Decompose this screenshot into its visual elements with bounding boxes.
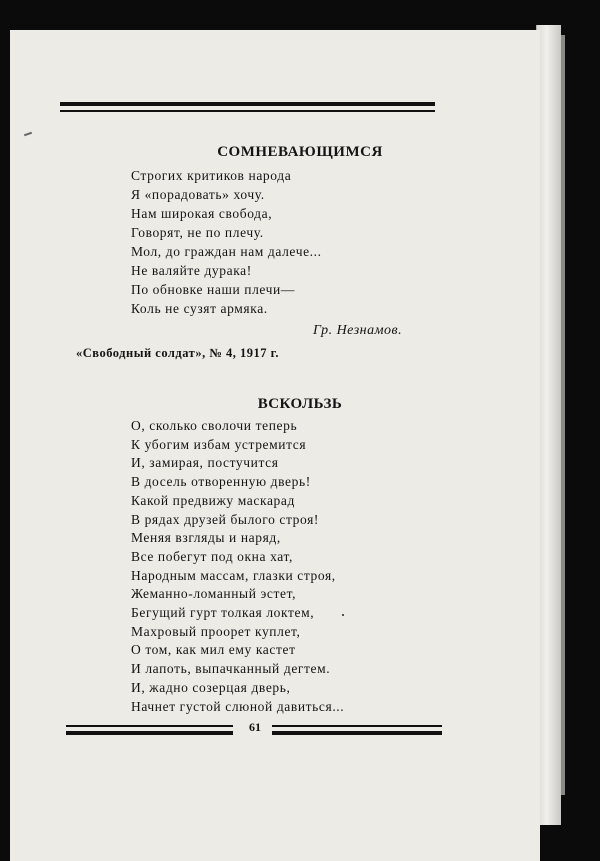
poem2-line: И, замирая, постучится — [131, 455, 279, 471]
ink-speck — [342, 614, 344, 616]
poem1-author: Гр. Незнамов. — [313, 323, 403, 338]
poem2-line: Бегущий гурт толкая локтем, — [131, 605, 315, 621]
poem2-line: Жеманно-ломанный эстет, — [131, 586, 297, 602]
poem2-title: ВСКОЛЬЗЬ — [257, 396, 343, 412]
poem1-line: Не валяйте дурака! — [131, 263, 252, 278]
poem1-source: «Свободный солдат», № 4, 1917 г. — [76, 346, 280, 360]
poem2-line: И лапоть, выпачканный дегтем. — [131, 661, 331, 677]
poem2-line: И, жадно созерцая дверь, — [131, 679, 291, 695]
poem2-line: Все побегут под окна хат, — [131, 548, 293, 564]
poem2-line: О, сколько сволочи теперь — [131, 418, 298, 433]
poem1-line: Нам широкая свобода, — [131, 206, 273, 221]
poem1-line: Коль не сузят армяка. — [131, 301, 268, 316]
poem1-title: СОМНЕВАЮЩИМСЯ — [217, 144, 383, 160]
poem2-line: О том, как мил ему кастет — [131, 642, 296, 658]
poem2-line: Махровый проорет куплет, — [131, 623, 301, 639]
poem1-line: Строгих критиков народа — [131, 168, 292, 183]
poem2-line: Меняя взгляды и наряд, — [131, 530, 281, 546]
poem2-line: Народным массам, глазки строя, — [131, 567, 336, 583]
page-number: 61 — [249, 720, 261, 734]
poem2-line: Какой предвижу маскарад — [131, 492, 295, 508]
poem1-stanza — [131, 166, 322, 318]
poem2-line: К убогим избам устремится — [131, 436, 307, 452]
footer-rule-left-thin — [66, 725, 233, 727]
top-rule-thick — [60, 102, 435, 106]
poem2-stanza — [131, 417, 344, 716]
footer-rule-left-thick — [66, 731, 233, 735]
poem2-line: Начнет густой слюной давиться... — [131, 698, 345, 714]
poem1-line: Говорят, не по плечу. — [131, 225, 264, 240]
poem1-line: Я «порадовать» хочу. — [131, 187, 265, 202]
footer-rule-right-thick — [272, 731, 442, 735]
poem2-line: В рядах друзей былого строя! — [131, 511, 319, 527]
poem2-line: В досель отворенную дверь! — [131, 474, 311, 490]
poem1-line: По обновке наши плечи— — [131, 282, 295, 297]
footer-rule-right-thin — [272, 725, 442, 727]
poem1-line: Мол, до граждан нам далече... — [131, 244, 322, 259]
top-rule-thin — [60, 110, 435, 112]
